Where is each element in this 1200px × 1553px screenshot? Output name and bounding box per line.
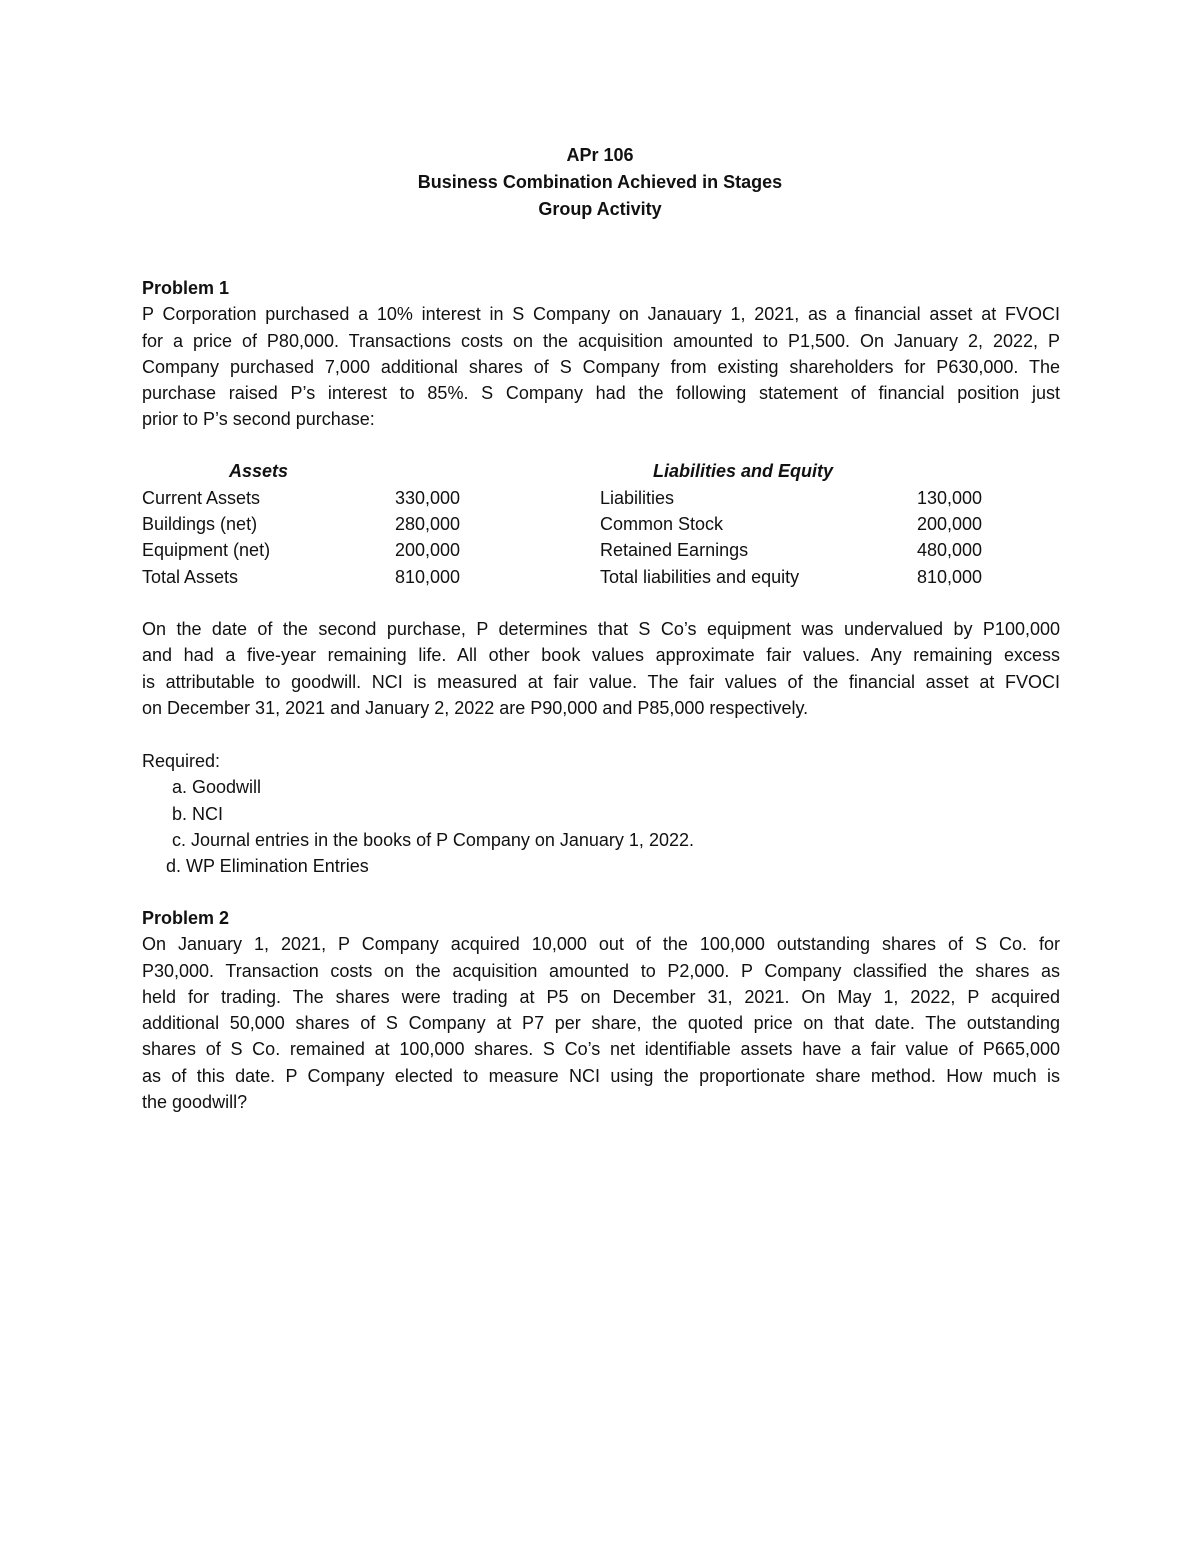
asset-value: 330,000: [395, 488, 461, 508]
problem-2-line: as of this date. P Company elected to measure NCI using the proportionate share method. How much is: [142, 1065, 1060, 1086]
liability-label: Common Stock: [600, 514, 724, 534]
statement-of-financial-position: [142, 458, 1002, 590]
problem-1-details: [142, 616, 1060, 721]
problem-1-intro-text: [142, 301, 1060, 432]
problem-2-line: the goodwill?: [142, 1092, 248, 1113]
intro-line: Company purchased 7,000 additional shares of S Company from existing shareholders for P630,000. The: [142, 356, 1060, 377]
assets-header: Assets: [229, 461, 289, 481]
details-line: on December 31, 2021 and January 2, 2022 are P90,000 and P85,000 respectively.: [142, 697, 809, 718]
liability-value: 480,000: [917, 540, 983, 560]
details-line: and had a five-year remaining life. All other book values approximate fair values. Any remaining excess: [142, 645, 1060, 666]
intro-line: prior to P’s second purchase:: [142, 409, 375, 430]
problem-2-line: held for trading. The shares were trading at P5 on December 31, 2021. On May 1, 2022, P acquired: [142, 986, 1060, 1007]
problem-2-line: additional 50,000 shares of S Company at P7 per share, the quoted price on that date. The outstanding: [142, 1013, 1060, 1034]
required-item: d. WP Elimination Entries: [166, 856, 369, 877]
problem-2-line: shares of S Co. remained at 100,000 shares. S Co’s net identifiable assets have a fair value of P665,000: [142, 1039, 1060, 1060]
intro-line: purchase raised P’s interest to 85%. S Company had the following statement of financial position just: [142, 383, 1060, 404]
asset-value: 200,000: [395, 540, 461, 560]
required-item: a. Goodwill: [172, 777, 262, 798]
topic-title: Business Combination Achieved in Stages: [417, 172, 783, 192]
intro-line: for a price of P80,000. Transactions costs on the acquisition amounted to P1,500. On January 2, 2022, P: [142, 330, 1060, 351]
liability-value: 130,000: [917, 488, 983, 508]
course-code: APr 106: [566, 145, 634, 165]
problem-1-intro: [142, 275, 1060, 433]
problem-2-line: On January 1, 2021, P Company acquired 10,000 out of the 100,000 outstanding shares of S Co. for: [142, 934, 1060, 955]
liabilities-header: Liabilities and Equity: [653, 461, 834, 481]
liability-total-label: Total liabilities and equity: [600, 567, 800, 587]
required-label: Required:: [142, 751, 221, 771]
details-line: is attributable to goodwill. NCI is measured at fair value. The fair values of the financial asset at FVOCI: [142, 671, 1060, 692]
asset-label: Current Assets: [142, 488, 261, 508]
required-item: b. NCI: [172, 803, 224, 824]
document-title-block: [0, 142, 1200, 223]
details-line: On the date of the second purchase, P determines that S Co’s equipment was undervalued by P100,000: [142, 619, 1060, 639]
required-section: [142, 748, 1060, 879]
liability-total-value: 810,000: [917, 567, 983, 587]
asset-total-value: 810,000: [395, 567, 461, 587]
problem-2-text: [142, 931, 1060, 1115]
required-item: c. Journal entries in the books of P Company on January 1, 2022.: [172, 829, 694, 850]
problem-2: [142, 905, 1060, 1115]
asset-total-label: Total Assets: [142, 567, 239, 587]
asset-label: Equipment (net): [142, 540, 271, 560]
activity-title: Group Activity: [538, 199, 662, 219]
problem-1-heading: Problem 1: [142, 278, 230, 298]
liability-label: Retained Earnings: [600, 540, 749, 560]
liability-label: Liabilities: [600, 488, 675, 508]
asset-label: Buildings (net): [142, 514, 258, 534]
problem-2-heading: Problem 2: [142, 908, 230, 928]
intro-line: P Corporation purchased a 10% interest in S Company on Janauary 1, 2021, as a financial asset at FVOCI: [142, 304, 1060, 325]
liability-value: 200,000: [917, 514, 983, 534]
problem-2-line: P30,000. Transaction costs on the acquisition amounted to P2,000. P Company classified the shares as: [142, 960, 1060, 981]
asset-value: 280,000: [395, 514, 461, 534]
